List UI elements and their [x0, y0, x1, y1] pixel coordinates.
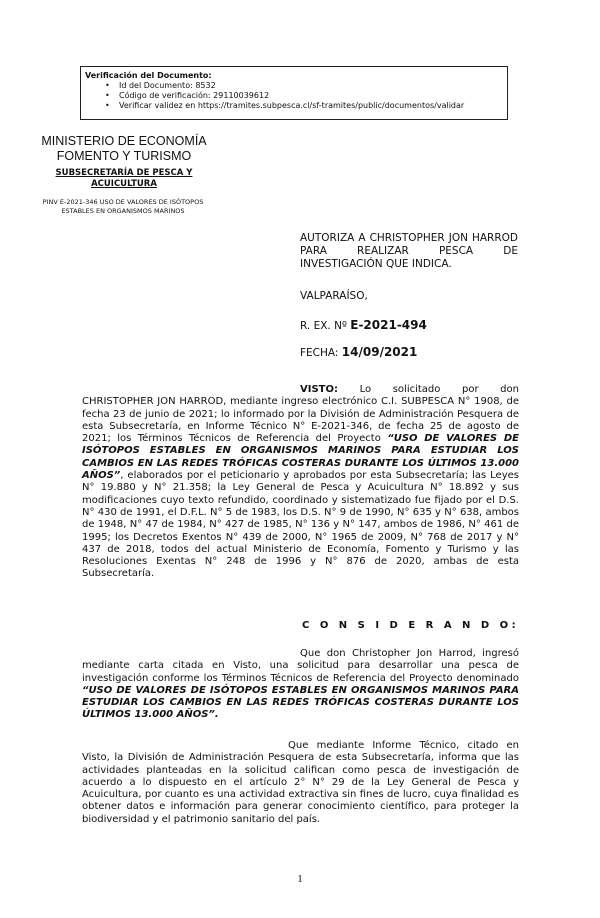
- visto-project-title: “USO DE VALORES DE ISÓTOPOS ESTABLES EN ORGANISMOS MARINOS PARA ESTUDIAR LOS CAMBIOS EN LAS REDES TRÓFICAS COSTERAS DURANTE LOS ÚLTIMOS 13.000 AÑOS”: [82, 433, 519, 482]
- visto-label: VISTO:: [300, 384, 338, 395]
- fecha-label: FECHA:: [300, 347, 339, 359]
- verification-list: [85, 81, 503, 111]
- resolution-number: [300, 318, 427, 332]
- page-number: 1: [297, 873, 303, 885]
- rex-label: R. EX. Nº: [300, 320, 347, 332]
- ministry-line-1: MINISTERIO DE ECONOMÍA: [41, 134, 207, 148]
- visto-paragraph: [82, 384, 519, 581]
- visto-text-b: , elaborados por el peticionario y aprobados por esta Subsecretaría; las Leyes N° 19.880 y N° 21.358; la Ley General de Pesca y Acuicultura N° 18.892 y sus modificaciones cuyo texto refundido, coordinado y sistematizado fue fijado por el D.S. N° 430 de 1991, el D.F.L. N° 5 de 1983, los D.S. N° 9 de 1990, N° 635 y N° 638, ambos de 1948, N° 47 de 1984, N° 427 de 1985, N° 136 y N° 147, ambos de 1986, N° 461 de 1995; los Decretos Exentos N° 439 de 2000, N° 1965 de 2009, N° 768 de 2017 y N° 437 de 2018, todos del actual Ministerio de Economía, Fomento y Turismo y las Resoluciones Exentas N° 248 de 1996 y N° 876 de 2020, ambas de esta Subsecretaría.: [82, 470, 519, 580]
- considerando-1-project-title: “USO DE VALORES DE ISÓTOPOS ESTABLES EN ORGANISMOS MARINOS PARA ESTUDIAR LOS CAMBIOS EN LAS REDES TRÓFICAS COSTERAS DURANTE LOS ÚLTIMOS 13.000 AÑOS”.: [82, 684, 519, 721]
- resolution-summary: AUTORIZA A CHRISTOPHER JON HARROD PARA REALIZAR PESCA DE INVESTIGACIÓN QUE INDICA.: [300, 232, 518, 270]
- fecha-value: 14/09/2021: [341, 345, 418, 359]
- subsecretaria-name: SUBSECRETARÍA DE PESCA Y ACUICULTURA: [55, 168, 193, 189]
- verification-link[interactable]: • Verificar validez en https://tramites.subpesca.cl/sf-tramites/public/documentos/validar: [119, 101, 503, 111]
- rex-number: E-2021-494: [350, 318, 427, 332]
- resolution-date: [300, 345, 417, 359]
- considerando-2-text: Que mediante Informe Técnico, citado en Visto, la División de Administración Pesquera de esta Subsecretaría, informa que las actividades planteadas en la solicitud califican como pesca de investigación de acuerdo a lo dispuesto en el artículo 2° N° 29 de la Ley General de Pesca y Acuicultura, por cuanto es una actividad extractiva sin fines de lucro, cuya finalidad es obtener datos e información para generar conocimiento científico, para proteger la biodiversidad y el patrimonio sanitario del país.: [82, 740, 519, 825]
- verification-box: [80, 66, 508, 120]
- verification-doc-id: • Id del Documento: 8532: [119, 81, 503, 91]
- ministry-line-2: FOMENTO Y TURISMO: [56, 149, 192, 163]
- verification-title: Verificación del Documento:: [85, 71, 212, 80]
- considerando-1-text: Que don Christopher Jon Harrod, ingresó mediante carta citada en Visto, una solicitud para desarrollar una pesca de investigación conforme los Términos Técnicos de Referencia del Proyecto denominado: [82, 648, 519, 684]
- ministry-name: [24, 134, 224, 164]
- pinv-reference: PINV E-2021-346 USO DE VALORES DE ISÓTOPOS ESTABLES EN ORGANISMOS MARINOS: [42, 198, 204, 215]
- considerando-paragraph-1: [82, 648, 519, 722]
- verification-code: • Código de verificación: 29110039612: [119, 91, 503, 101]
- considerando-paragraph-2: [82, 740, 519, 826]
- visto-text-a: Lo solicitado por don CHRISTOPHER JON HARROD, mediante ingreso electrónico C.I. SUBPESCA N° 1908, de fecha 23 de junio de 2021; lo informado por la División de Administración Pesquera de esta Subsecretaría, en Informe Técnico N° E-2021-346, de fecha 25 de agosto de 2021; los Términos Técnicos de Referencia del Proyecto: [82, 384, 519, 445]
- considerando-heading: C O N S I D E R A N D O:: [302, 620, 520, 631]
- resolution-city: VALPARAÍSO,: [300, 290, 368, 302]
